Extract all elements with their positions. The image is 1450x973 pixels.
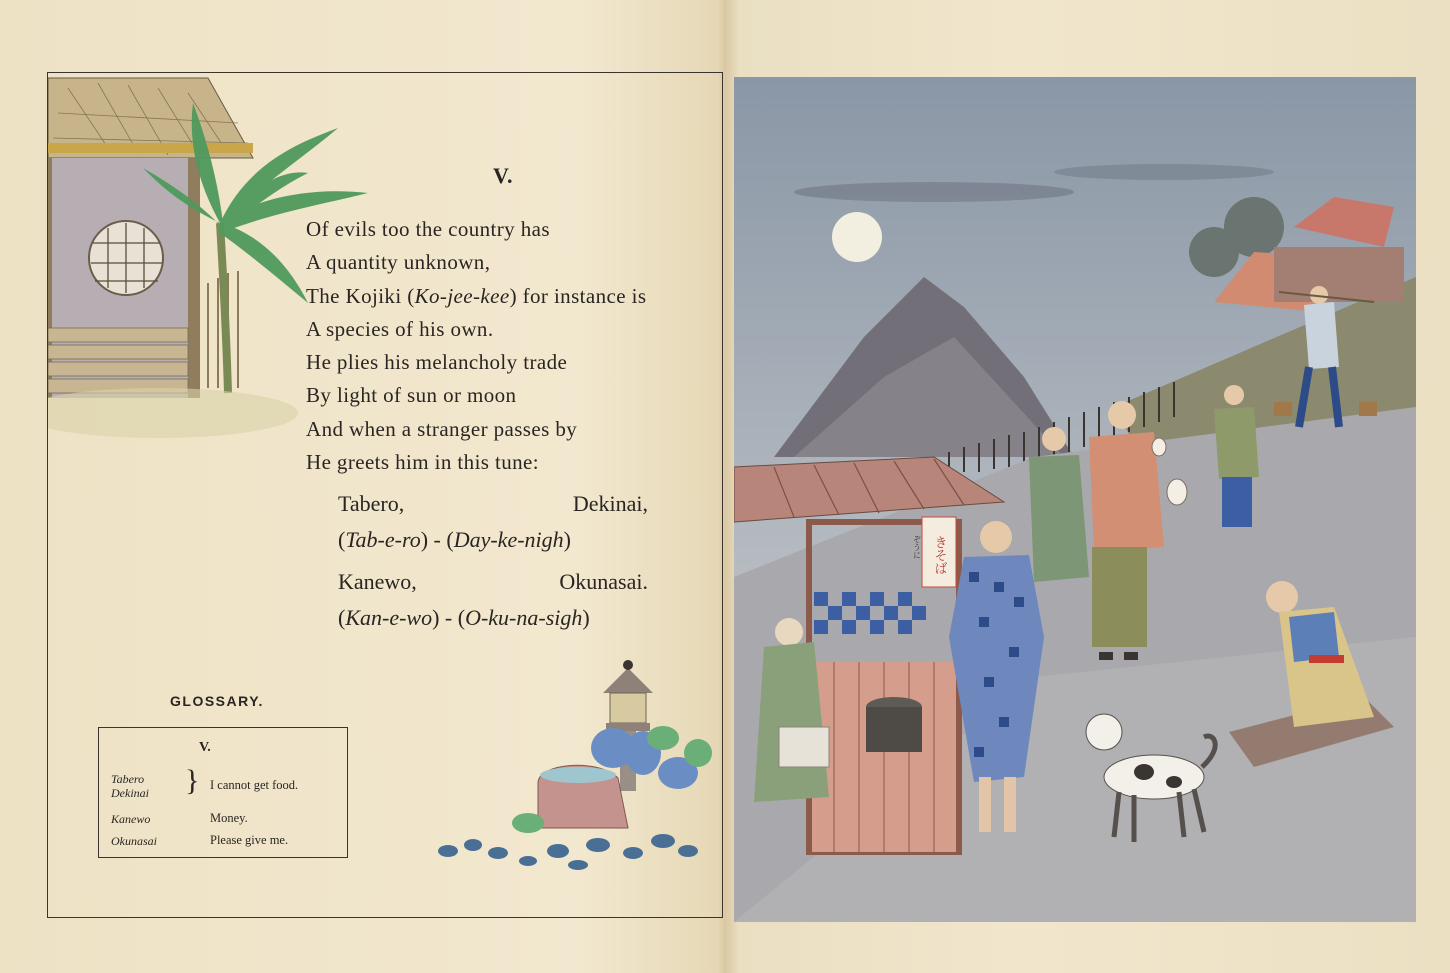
verse-line: A species of his own. [306, 316, 494, 341]
verse-line: Of evils too the country has [306, 217, 550, 241]
section-number: V. [493, 163, 514, 188]
verse-line: He greets him in this tune: [306, 450, 540, 475]
verse-line: He plies his melancholy trade [306, 350, 568, 375]
glossary-definition: Please give me. [210, 833, 289, 847]
beggar-cry [338, 491, 648, 641]
glossary-term: Dekinai [111, 786, 149, 800]
verse-line: A quantity unknown, [306, 250, 491, 275]
woodblock-print [734, 77, 1416, 922]
brace-glyph: } [185, 764, 200, 797]
cry-word: Tabero, [338, 491, 405, 516]
glossary-term: Tabero [111, 772, 145, 786]
verse-pronunciation: Ko-jee-kee [414, 283, 510, 308]
moon [832, 212, 882, 262]
cry-word: Dekinai, [572, 491, 648, 516]
glossary-definition: Money. [210, 811, 248, 825]
glossary-title: GLOSSARY. [170, 693, 264, 709]
verse-line: By light of sun or moon [306, 383, 517, 408]
cry-row [338, 569, 648, 605]
stall-sign-small-text: ぞうに [912, 535, 922, 559]
garden-lantern-illustration [428, 653, 728, 873]
stall-sign-text: きそば [931, 535, 947, 575]
cry-row [338, 491, 648, 527]
glossary-term: Okunasai [111, 834, 157, 848]
glossary-box [98, 727, 348, 858]
glossary-number: V. [199, 740, 211, 755]
cry-word: Okunasai. [559, 569, 648, 594]
cry-pronunciation-row [338, 527, 648, 563]
verse-line: And when a stranger passes by [306, 416, 578, 441]
cry-word: Kanewo, [338, 569, 417, 594]
verse-text: The Kojiki ( [306, 283, 415, 308]
cry-pronunciation-row [338, 605, 648, 641]
cry-pronunciation: (Kan-e-wo) - (O-ku-na-sigh) [338, 605, 590, 630]
street-scene-illustration [734, 77, 1416, 922]
cry-pronunciation: (Tab-e-ro) - (Day-ke-nigh) [338, 527, 571, 552]
glossary-definition: I cannot get food. [210, 778, 299, 792]
left-page [47, 72, 723, 918]
glossary-term: Kanewo [111, 812, 151, 826]
verse-line [306, 280, 726, 313]
verse-text: ) for instance is [509, 283, 647, 308]
verse [306, 213, 726, 479]
